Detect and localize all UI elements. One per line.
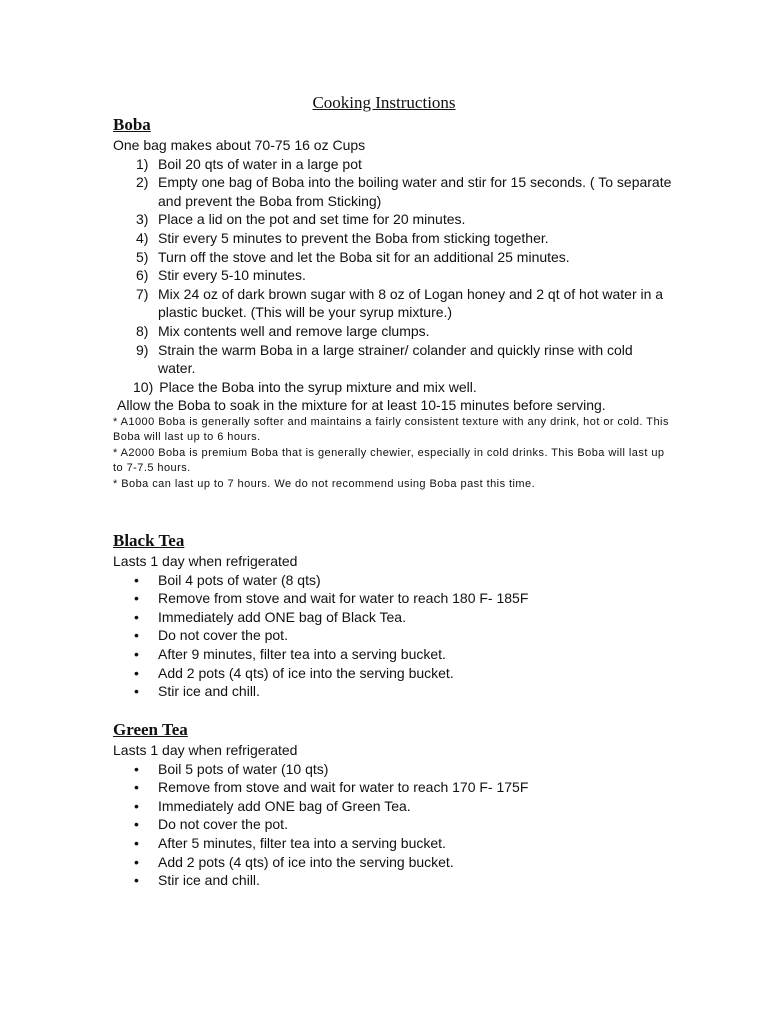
boba-intro: One bag makes about 70-75 16 oz Cups (113, 137, 366, 153)
step-text: Do not cover the pot. (158, 816, 288, 833)
bullet-icon: • (134, 627, 139, 644)
boba-steps-list (113, 155, 673, 397)
boba-note-a2000: * A2000 Boba is premium Boba that is generally chewier, especially in cold drinks. This Boba will last up to 7-7.5 hours. (113, 446, 665, 475)
list-item (113, 760, 673, 779)
list-item (113, 571, 673, 590)
bullet-icon: • (134, 664, 139, 681)
step-text: Turn off the stove and let the Boba sit for an additional 25 minutes. (158, 248, 570, 265)
list-item (113, 608, 673, 627)
step-number: 8) (136, 322, 149, 339)
step-text: Boil 5 pots of water (10 qts) (158, 760, 329, 777)
green-tea-heading: Green Tea (113, 720, 188, 739)
bullet-icon: • (134, 645, 139, 662)
step-text: Stir every 5 minutes to prevent the Boba from sticking together. (158, 229, 549, 246)
bullet-icon: • (134, 797, 139, 814)
step-number: 10) (133, 378, 154, 395)
boba-soak-note: Allow the Boba to soak in the mixture for at least 10-15 minutes before serving. (117, 397, 606, 414)
step-text: After 9 minutes, filter tea into a serving bucket. (158, 645, 446, 662)
step-text: Empty one bag of Boba into the boiling water and stir for 15 seconds. ( To separate and prevent the Boba from Sticking) (158, 174, 672, 209)
step-text: Add 2 pots (4 qts) of ice into the serving bucket. (158, 853, 454, 870)
boba-heading: Boba (113, 115, 151, 134)
bullet-icon: • (134, 779, 139, 796)
list-item (113, 682, 673, 701)
list-item (113, 589, 673, 608)
step-text: Remove from stove and wait for water to reach 180 F- 185F (158, 590, 529, 607)
bullet-icon: • (134, 853, 139, 870)
list-item (113, 229, 673, 248)
list-item (113, 248, 673, 267)
step-number: 9) (136, 341, 149, 358)
list-item (113, 778, 673, 797)
step-text: Remove from stove and wait for water to reach 170 F- 175F (158, 779, 529, 796)
list-item (113, 871, 673, 890)
bullet-icon: • (134, 608, 139, 625)
black-tea-heading: Black Tea (113, 531, 185, 550)
bullet-icon: • (134, 834, 139, 851)
step-text: Mix contents well and remove large clumps. (158, 322, 430, 339)
step-text: Place the Boba into the syrup mixture and mix well. (159, 378, 477, 395)
green-tea-intro: Lasts 1 day when refrigerated (113, 742, 298, 758)
list-item (113, 626, 673, 645)
step-text: After 5 minutes, filter tea into a serving bucket. (158, 834, 446, 851)
list-item (113, 834, 673, 853)
list-item (113, 341, 673, 378)
step-text: Mix 24 oz of dark brown sugar with 8 oz of Logan honey and 2 qt of hot water in a plastic bucket. (This will be your syrup mixture.) (158, 285, 664, 321)
list-item (113, 853, 673, 872)
step-number: 4) (136, 229, 149, 246)
list-item (113, 797, 673, 816)
bullet-icon: • (134, 760, 139, 777)
list-item (113, 664, 673, 683)
step-text: Immediately add ONE bag of Green Tea. (158, 797, 411, 814)
list-item (113, 378, 673, 397)
document-title: Cooking Instructions (312, 93, 456, 112)
step-number: 3) (136, 211, 149, 228)
black-tea-intro: Lasts 1 day when refrigerated (113, 553, 298, 569)
boba-section (113, 114, 673, 492)
step-text: Stir every 5-10 minutes. (158, 267, 306, 284)
step-text: Stir ice and chill. (158, 872, 260, 889)
step-number: 7) (136, 285, 149, 302)
step-number: 6) (136, 267, 149, 284)
green-tea-steps-list (113, 760, 673, 890)
list-item (113, 266, 673, 285)
black-tea-section (113, 530, 673, 701)
list-item (113, 285, 673, 322)
bullet-icon: • (134, 571, 139, 588)
bullet-icon: • (134, 872, 139, 889)
list-item (113, 645, 673, 664)
list-item (113, 155, 673, 174)
boba-note-a1000: * A1000 Boba is generally softer and maintains a fairly consistent texture with any drink, hot or cold. This Boba will last up to 6 hours. (113, 415, 669, 444)
step-text: Stir ice and chill. (158, 683, 260, 700)
step-text: Immediately add ONE bag of Black Tea. (158, 608, 406, 625)
green-tea-section (113, 719, 673, 890)
step-number: 5) (136, 248, 149, 265)
black-tea-steps-list (113, 571, 673, 701)
list-item (113, 322, 673, 341)
bullet-icon: • (134, 683, 139, 700)
list-item (113, 210, 673, 229)
boba-note-shelf-life: * Boba can last up to 7 hours. We do not recommend using Boba past this time. (113, 477, 536, 490)
step-text: Strain the warm Boba in a large strainer/ colander and quickly rinse with cold water. (158, 341, 633, 377)
list-item (113, 815, 673, 834)
bullet-icon: • (134, 816, 139, 833)
step-text: Do not cover the pot. (158, 627, 288, 644)
step-number: 1) (136, 155, 149, 172)
list-item (113, 173, 673, 210)
step-number: 2) (136, 174, 149, 191)
step-text: Add 2 pots (4 qts) of ice into the serving bucket. (158, 664, 454, 681)
bullet-icon: • (134, 590, 139, 607)
step-text: Place a lid on the pot and set time for 20 minutes. (158, 211, 466, 228)
step-text: Boil 20 qts of water in a large pot (158, 155, 362, 172)
step-text: Boil 4 pots of water (8 qts) (158, 571, 321, 588)
